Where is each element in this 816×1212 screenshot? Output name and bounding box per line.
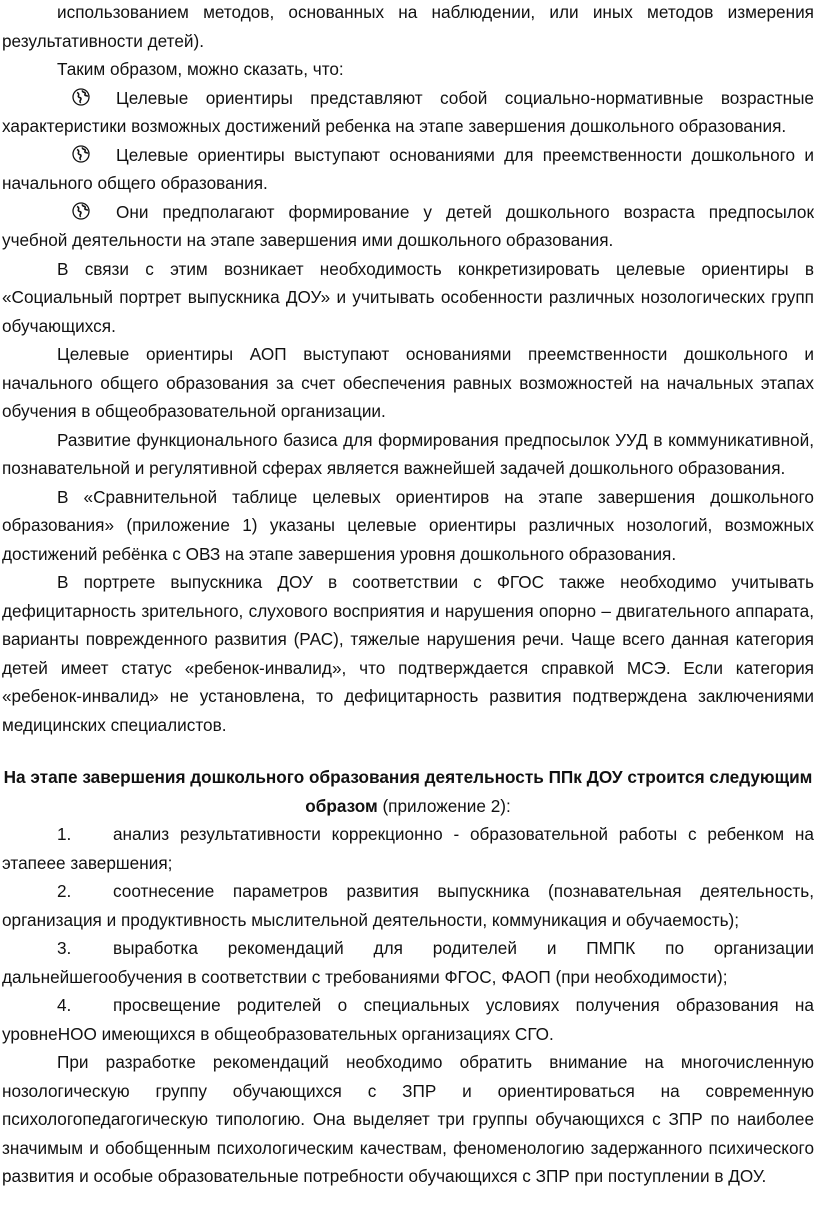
- list-item: [2, 877, 814, 934]
- list-item: [2, 991, 814, 1048]
- globe-icon: [72, 202, 90, 220]
- heading-normal: (приложение 2):: [377, 795, 511, 816]
- globe-icon: [72, 88, 90, 106]
- globe-icon: [72, 145, 90, 163]
- list-item: [2, 934, 814, 991]
- section-heading: [2, 763, 814, 820]
- list-text: просвещение родителей о специальных условиях получения образования на уровнеНОО имеющихся в общеобразовательных организациях СГО.: [2, 995, 814, 1044]
- list-item: [2, 820, 814, 877]
- bullet-item-3: [2, 198, 814, 255]
- paragraph-2: В связи с этим возникает необходимость конкретизировать целевые ориентиры в «Социальный портрет выпускника ДОУ» и учитывать особенности различных нозологических групп обучающихся.: [2, 258, 814, 336]
- bullet-item-2: [2, 141, 814, 198]
- paragraph-4: Развитие функционального базиса для формирования предпосылок УУД в коммуникативной, познавательной и регулятивной сферах является важнейшей задачей дошкольного образования.: [2, 429, 814, 478]
- heading-bold: На этапе завершения дошкольного образования деятельность ППк ДОУ строится следующим образом: [3, 767, 813, 816]
- list-number: 2.: [57, 881, 72, 901]
- paragraph-6: В портрете выпускника ДОУ в соответствии с ФГОС также необходимо учитывать дефицитарность зрительного, слухового восприятия и нарушения опорно – двигательного аппарата, варианты поврежденного развития (РАС), тяжелые нарушения речи. Чаще всего данная категория детей имеет статус «ребенок-инвалид», что подтверждается справкой МСЭ. Если категория «ребенок-инвалид» не установлена, то дефицитарность развития подтверждена заключениями медицинских специалистов.: [2, 572, 814, 735]
- list-number: 1.: [57, 824, 72, 844]
- paragraph-intro: Таким образом, можно сказать, что:: [57, 59, 344, 79]
- paragraph-3: Целевые ориентиры АОП выступают основаниями преемственности дошкольного и начального общего образования за счет обеспечения равных возможностей на начальных этапах обучения в общеобразовательной организации.: [2, 344, 814, 421]
- list-number: 3.: [57, 938, 72, 958]
- list-text: анализ результативности коррекционно - образовательной работы с ребенком на этапеее завершения;: [2, 824, 814, 873]
- bullet-text: Они предполагают формирование у детей дошкольного возраста предпосылок учебной деятельности на этапе завершения ими дошкольного образования.: [2, 201, 814, 250]
- list-text: выработка рекомендаций для родителей и ПМПК по организации дальнейшегообучения в соответствии с требованиями ФГОС, ФАОП (при необходимости);: [2, 938, 814, 987]
- bullet-text: Целевые ориентиры представляют собой социально-нормативные возрастные характеристики возможных достижений ребенка на этапе завершения дошкольного образования.: [2, 87, 814, 136]
- paragraph-5: В «Сравнительной таблице целевых ориентиров на этапе завершения дошкольного образования» (приложение 1) указаны целевые ориентиры различных нозологий, возможных достижений ребёнка с ОВЗ на этапе завершения уровня дошкольного образования.: [2, 486, 814, 564]
- bullet-text: Целевые ориентиры выступают основаниями для преемственности дошкольного и начального общего образования.: [2, 144, 814, 193]
- list-text: соотнесение параметров развития выпускника (познавательная деятельность, организация и продуктивность мыслительной деятельности, коммуникация и обучаемость);: [2, 881, 814, 930]
- bullet-item-1: [2, 84, 814, 141]
- paragraph-continuation: использованием методов, основанных на наблюдении, или иных методов измерения результативности детей).: [2, 2, 814, 51]
- list-number: 4.: [57, 995, 72, 1015]
- paragraph-closing: При разработке рекомендаций необходимо обратить внимание на многочисленную нозологическую группу обучающихся с ЗПР и ориентироваться на современную психологопедагогическую типологию. Она выделяет три группы обучающихся с ЗПР по наиболее значимым и обобщенным психологическим качествам, феноменологию задержанного психического развития и особые образовательные потребности обучающихся с ЗПР при поступлении в ДОУ.: [2, 1052, 814, 1186]
